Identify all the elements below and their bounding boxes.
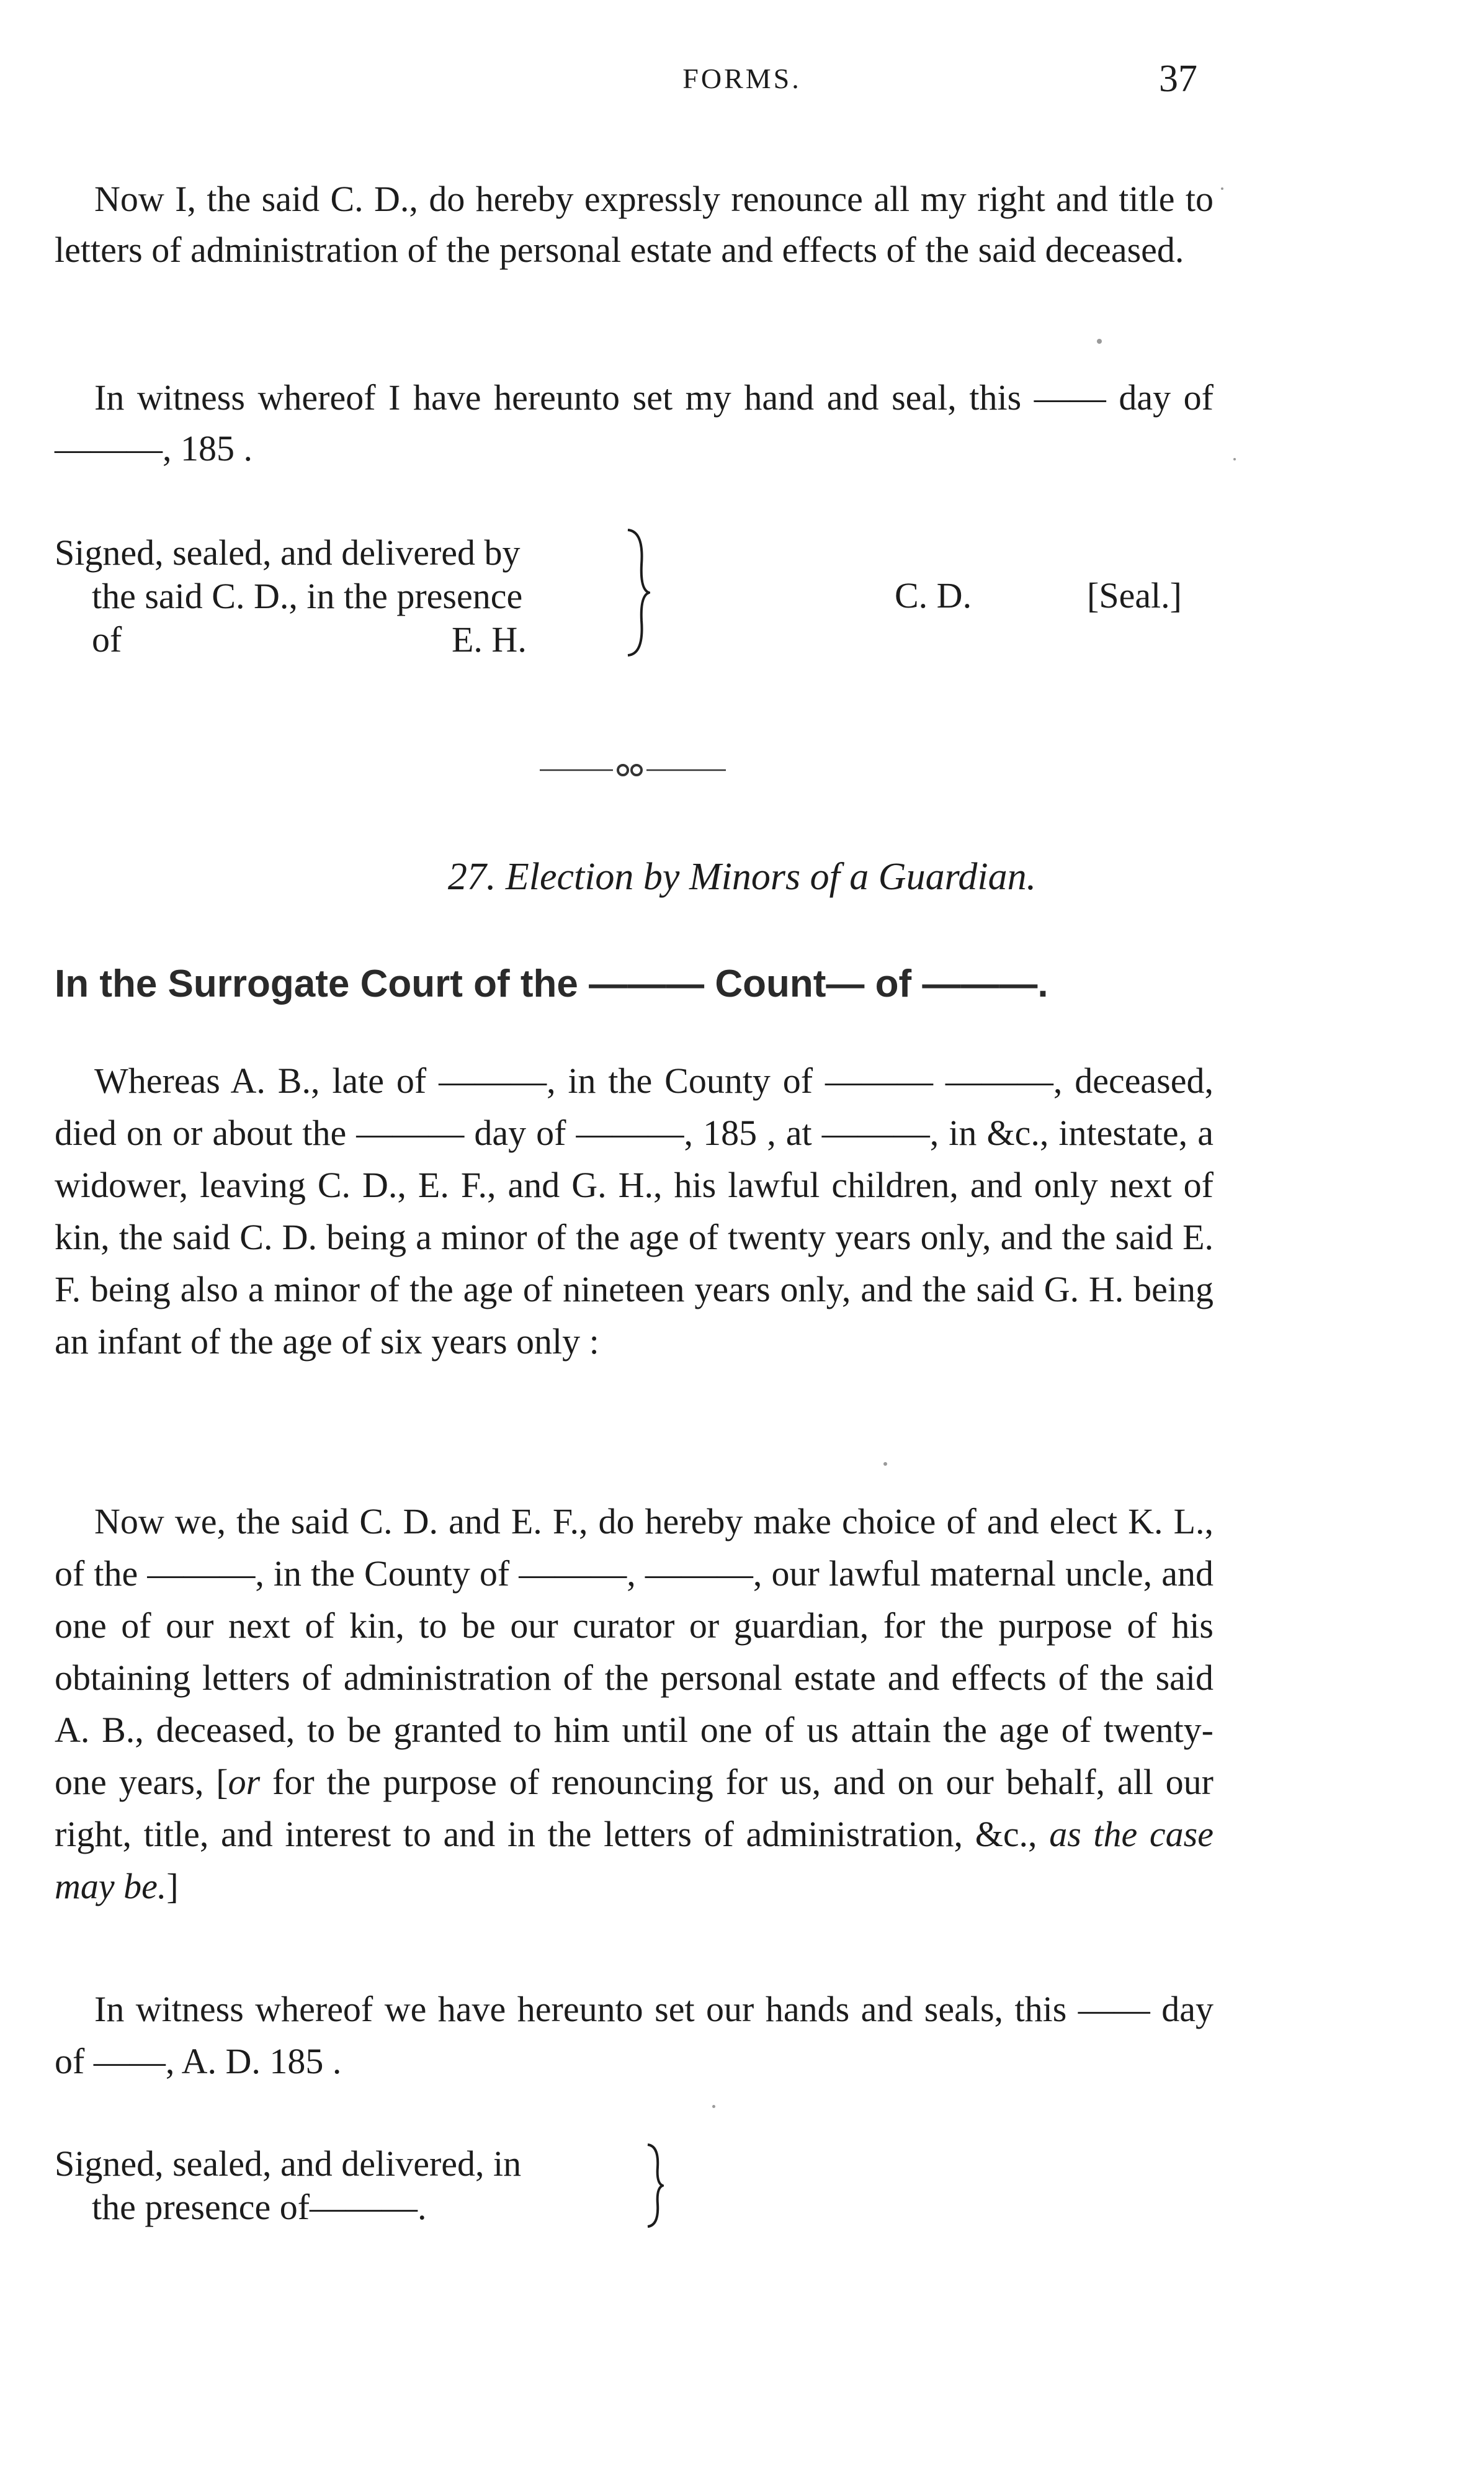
right-brace-icon-small xyxy=(645,2142,664,2232)
whereas-paragraph: Whereas A. B., late of ———, in the County of ——— ———, deceased, died on or about the ——— day of ———, 185 , at ———, in &c., intestate, a widower, leaving C. D., E. F., and G. H., his lawful children, and only next of kin, the said C. D. being a minor of the age of twenty years only, and the said E. F. being also a minor of the age of nineteen years only, and the said G. H. being an infant of the age of six years only : xyxy=(55,1061,1214,1362)
scan-speck xyxy=(883,1462,887,1466)
page-number: 37 xyxy=(1159,58,1197,100)
form-heading: 27. Election by Minors of a Guardian. xyxy=(447,856,1037,898)
form-witness-line: In witness whereof we have hereunto set our hands and seals, this —— day of ——, A. D. 185 . xyxy=(55,1989,1214,2081)
right-brace-icon xyxy=(625,527,650,661)
renunciation-signed-block xyxy=(55,531,527,662)
election-main-text: Now we, the said C. D. and E. F., do hereby make choice of and elect K. L., of the ———, in the County of ———, ———, our lawful maternal uncle, and one of our next of kin, to be our curator or guardian, for the purpose of his obtaining letters of administration of the personal estate and effects of the said A. B., deceased, to be granted to him until one of us attain the age of twenty-one years, [ xyxy=(55,1501,1214,1802)
scan-speck xyxy=(1233,458,1236,460)
election-case-text: as the case may be. xyxy=(55,1814,1214,1906)
form-signed-block xyxy=(55,2142,521,2229)
election-close-bracket: ] xyxy=(166,1866,179,1906)
scan-speck xyxy=(712,2105,715,2108)
signatory-name: C. D. xyxy=(895,575,972,616)
scan-speck xyxy=(1221,187,1223,190)
renunciation-witness-line: In witness whereof I have hereunto set my hand and seal, this —— day of ———, 185 . xyxy=(55,377,1214,469)
election-alt-text: for the purpose of renouncing for us, and on our behalf, all our right, title, and interest to and in the letters of administration, &c., xyxy=(55,1762,1214,1854)
scan-speck xyxy=(1097,339,1102,344)
election-paragraph xyxy=(55,1496,1214,1913)
form-signed-line-1: Signed, sealed, and delivered, in xyxy=(55,2143,522,2184)
signed-line-3: of xyxy=(92,619,122,660)
section-divider-ornament xyxy=(540,761,726,779)
signed-line-1: Signed, sealed, and delivered by xyxy=(55,532,521,573)
election-or-text: or xyxy=(228,1762,261,1802)
court-line: In the Surrogate Court of the ——— Count— of ———. xyxy=(55,962,1048,1005)
running-title: FORMS. xyxy=(682,63,802,94)
witness-initials: E. H. xyxy=(452,619,527,660)
seal-label: [Seal.] xyxy=(1087,575,1182,616)
renunciation-paragraph: Now I, the said C. D., do hereby expressly renounce all my right and title to letters of administration of the personal estate and effects of the said deceased. xyxy=(55,179,1214,270)
form-signed-line-2: the presence of———. xyxy=(92,2187,427,2227)
signed-line-2: the said C. D., in the presence xyxy=(92,576,523,616)
